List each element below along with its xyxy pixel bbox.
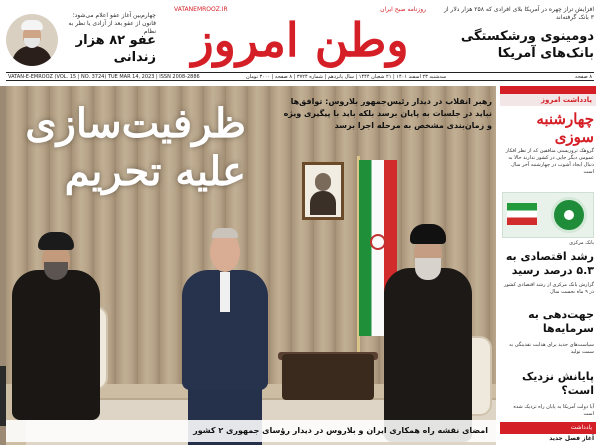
logo-site: VATANEMROOZ.IR: [174, 6, 228, 13]
column-footer-bar: یادداشت: [500, 422, 596, 434]
column-title[interactable]: چهارشنبه سوزی: [536, 110, 594, 146]
main-lead: رهبر انقلاب در دیدار رئیس‌جمهور بلاروس: توافق‌ها نباید در جلسات به پایان برسد بلکه باید با پیگیری ویژه و زمان‌بندی مشخص به مرحله اجرا برسد: [283, 97, 492, 130]
issue-info-latin: VATAN-E-EMROOZ (VOL. 15 | NO. 3724) TUE MAR 14, 2023 | ISSN 2008-2886: [8, 74, 200, 80]
column-body-2: گزارش بانک مرکزی از رشد اقتصادی کشور در ۹ ماه نخست سال: [503, 282, 594, 295]
teaser-photo: [6, 14, 58, 66]
main-headline[interactable]: ظرفیت‌سازی علیه تحریم: [25, 100, 246, 195]
person-right: [384, 214, 474, 444]
right-teaser-kicker: افزایش تراز چهره در آمریکا بلای افرادی که ۲۵۸ هزار دلار از ۳ بانک گرفته‌اند: [443, 6, 594, 21]
issue-pages: ۸ صفحه: [575, 74, 592, 80]
wall-portrait: [302, 162, 344, 220]
left-teaser-headline[interactable]: عفو ۸۲ هزار زندانی: [75, 33, 156, 65]
column-headline-4[interactable]: پایانش نزدیک است؟: [521, 370, 594, 397]
photo-caption: امضای نقشه راه همکاری ایران و بلاروس در دیدار رؤسای جمهوری ۲ کشور: [6, 420, 496, 442]
person-center: [182, 220, 272, 445]
column-body-4: آیا دولت آمریکا به پایان راه نزدیک شده است: [513, 404, 594, 417]
logo-wordmark: وطن امروز: [191, 13, 409, 67]
masthead: [0, 0, 600, 80]
column-body: گروهک تروریستی منافقین که از نظر افکار عمومی دیگر جایی در کشور ندارند حالا به دنبال ایجاد آشوب در چهارشنبه آخر سال است: [505, 148, 594, 175]
column-body-3: سیاست‌های جدید برای هدایت نقدینگی به سمت تولید: [509, 342, 594, 355]
person-left: [12, 226, 102, 426]
right-teaser-headline[interactable]: دومینوی ورشکستگی بانک‌های آمریکا: [460, 29, 594, 61]
column-headline-2[interactable]: رشد اقتصادی به ۵.۳ درصد رسید: [505, 250, 594, 277]
newspaper-logo[interactable]: [172, 6, 428, 72]
right-teaser[interactable]: [440, 6, 594, 72]
issue-bar: [6, 72, 594, 81]
page-edge-strip: [0, 366, 6, 426]
column-top-bar: [500, 86, 596, 94]
left-teaser-kicker: چهارم‌بین آغاز عفو اعلام می‌شود؛ قانون از عفو بعد از آزادی یا نظر به نظام: [68, 12, 156, 35]
left-teaser[interactable]: [6, 6, 156, 72]
side-table: [282, 354, 374, 400]
column-footer-headline[interactable]: آغاز فصل جدید: [549, 435, 594, 442]
column-section-label: یادداشت امروز: [500, 94, 596, 106]
logo-slogan: روزنامه صبح ایران: [380, 6, 426, 13]
column-image-label: بانک مرکزی: [569, 240, 594, 246]
flag-image: [507, 203, 537, 225]
column-image: [502, 192, 594, 238]
right-column: [500, 86, 596, 445]
hero-photo[interactable]: [6, 86, 496, 445]
column-headline-3[interactable]: جهت‌دهی به سرمایه‌ها: [528, 308, 594, 335]
issue-info-persian: سه‌شنبه ۲۳ اسفند ۱۴۰۱ | ۲۱ شعبان ۱۴۴۴ | سال پانزدهم | شماره ۳۷۲۴ | ۸ صفحه | ۳۰۰۰ تومان: [246, 74, 447, 80]
bank-seal-icon: [551, 197, 587, 233]
